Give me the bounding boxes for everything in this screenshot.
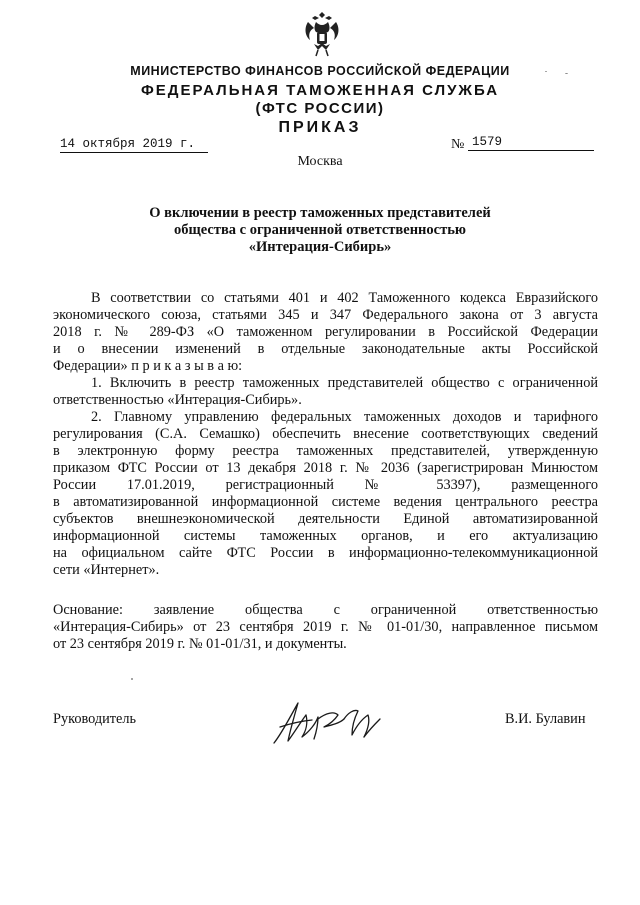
basis-line: от 23 сентября 2019 г. № 01-01/31, и документы. xyxy=(53,636,347,652)
body-line: ответственностью «Интерация-Сибирь». xyxy=(53,392,302,408)
order-number: 1579 xyxy=(468,135,594,151)
body-line: 1. Включить в реестр таможенных представителей общество с ограниченной xyxy=(91,375,598,391)
order-date: 14 октября 2019 г. xyxy=(60,137,208,153)
issue-city: Москва xyxy=(297,154,343,169)
body-line: в автоматизированной информационной системе ведения центрального реестра xyxy=(53,494,598,510)
service-name: ФЕДЕРАЛЬНАЯ ТАМОЖЕННАЯ СЛУЖБА xyxy=(140,82,500,99)
ministry-name: МИНИСТЕРСТВО ФИНАНСОВ РОССИЙСКОЙ ФЕДЕРАЦИИ xyxy=(130,64,510,78)
scan-speck xyxy=(545,71,547,72)
body-line: регулирования (С.А. Семашко) обеспечить внесение соответствующих сведений xyxy=(53,426,598,442)
body-line: на официальном сайте ФТС России в информационно-телекоммуникационной xyxy=(53,545,598,561)
signatory-position: Руководитель xyxy=(53,711,137,727)
body-line: приказом ФТС России от 13 декабря 2018 г. № 2036 (зарегистрирован Минюстом xyxy=(53,460,598,476)
title-line: общества с ограниченной ответственностью xyxy=(174,222,466,238)
basis-line: Основание: заявление общества с ограниченной ответственностью xyxy=(53,602,598,618)
body-line: России 17.01.2019, регистрационный № 53397), размещенного xyxy=(53,477,598,493)
body-line: в электронную форму реестра таможенных представителей, утвержденную xyxy=(53,443,598,459)
service-abbreviation: (ФТС РОССИИ) xyxy=(255,100,385,117)
basis-paragraph xyxy=(53,602,598,653)
scan-speck xyxy=(131,678,133,680)
signatory-name: В.И. Булавин xyxy=(505,711,586,727)
handwritten-signature xyxy=(268,693,386,753)
number-sign: № xyxy=(451,137,465,152)
title-line: «Интерация-Сибирь» xyxy=(248,239,392,255)
document-type-heading: ПРИКАЗ xyxy=(278,119,362,136)
body-line: Федерации» п р и к а з ы в а ю: xyxy=(53,358,243,374)
body-line: экономического союза, статьями 345 и 347 Федерального закона от 3 августа xyxy=(53,307,598,323)
order-body xyxy=(53,290,598,579)
order-title xyxy=(100,205,540,256)
double-headed-eagle-emblem-icon xyxy=(302,10,342,60)
body-line: сети «Интернет». xyxy=(53,562,160,578)
scan-speck xyxy=(565,73,568,74)
title-line: О включении в реестр таможенных представителей xyxy=(149,205,491,221)
body-line: субъектов внешнеэкономической деятельности Единой автоматизированной xyxy=(53,511,598,527)
body-line: информационной системы таможенных органов, и его актуализацию xyxy=(53,528,598,544)
basis-line: «Интерация-Сибирь» от 23 сентября 2019 г. № 01-01/30, направленное письмом xyxy=(53,619,598,635)
body-line: 2018 г. № 289-ФЗ «О таможенном регулировании в Российской Федерации xyxy=(53,324,598,340)
body-line: 2. Главному управлению федеральных таможенных доходов и тарифного xyxy=(91,409,598,425)
body-line: В соответствии со статьями 401 и 402 Таможенного кодекса Евразийского xyxy=(91,290,598,306)
body-line: и о внесении изменений в отдельные законодательные акты Российской xyxy=(53,341,598,357)
